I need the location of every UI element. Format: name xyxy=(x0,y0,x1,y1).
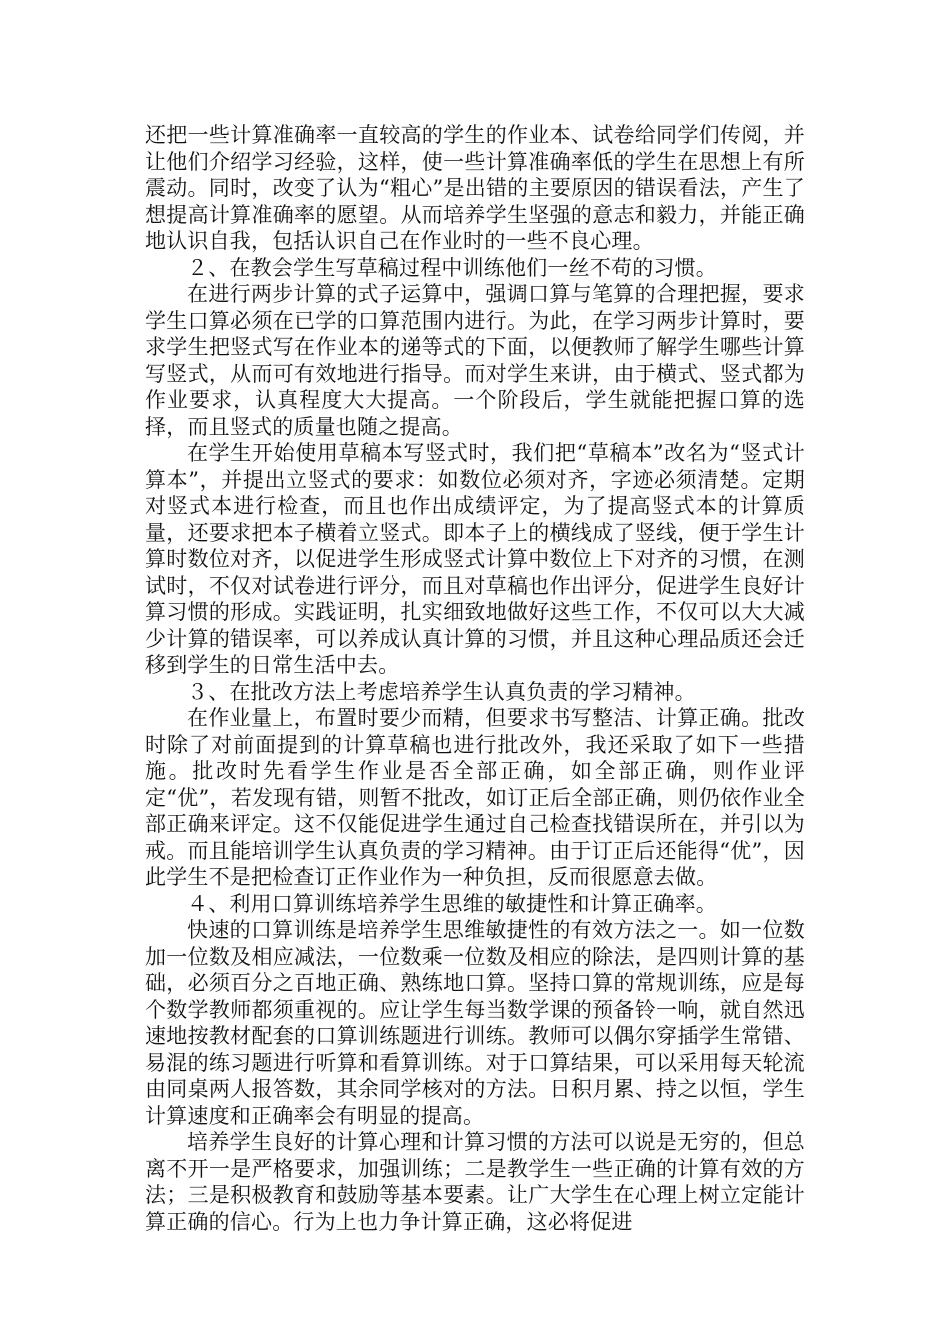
paragraph-9: 培养学生良好的计算心理和计算习惯的方法可以说是无穷的，但总离不开一是严格要求，加强训练；二是教学生一些正确的计算有效的方法；三是积极教育和鼓励等基本要素。让广大学生在心理上树立定能计算正确的信心。行为上也力争计算正确，这必将促进 xyxy=(145,1130,805,1234)
paragraph-6: 在作业量上，布置时要少而精，但要求书写整洁、计算正确。批改时除了对前面提到的计算草稿也进行批改外，我还采取了如下一些措施。批改时先看学生作业是否全部正确，如全部正确，则作业评定“优”，若发现有错，则暂不批改，如订正后全部正确，则仍依作业全部正确来评定。这不仅能促进学生通过自己检查找错误所在，并引以为戒。而且能培训学生认真负责的学习精神。由于订正后还能得“优”，因此学生不是把检查订正作业作为一种负担，反而很愿意去做。 xyxy=(145,706,805,889)
heading-point-2: ２、在教会学生写草稿过程中训练他们一丝不苟的习惯。 xyxy=(187,255,717,280)
paragraph-4: 在学生开始使用草稿本写竖式时，我们把“草稿本”改名为“竖式计算本”，并提出立竖式的要求：如数位必须对齐，字迹必须清楚。定期对竖式本进行检查，而且也作出成绩评定，为了提高竖式本的计算质量，还要求把本子横着立竖式。即本子上的横线成了竖线，便于学生计算时数位对齐，以促进学生形成竖式计算中数位上下对齐的习惯，在测试时，不仅对试卷进行评分，而且对草稿也作出评分，促进学生良好计算习惯的形成。实践证明，扎实细致地做好这些工作，不仅可以大大减少计算的错误率，可以养成认真计算的习惯，并且这种心理品质还会迁移到学生的日常生活中去。 xyxy=(145,441,805,677)
heading-point-3: ３、在批改方法上考虑培养学生认真负责的学习精神。 xyxy=(187,679,696,704)
heading-point-4: ４、利用口算训练培养学生思维的敏捷性和计算正确率。 xyxy=(187,891,717,916)
paragraph-1: 还把一些计算准确率一直较高的学生的作业本、试卷给同学们传阅，并让他们介绍学习经验，这样，使一些计算准确率低的学生在思想上有所震动。同时，改变了认为“粗心”是出错的主要原因的错误看法，产生了想提高计算准确率的愿望。从而培养学生坚强的意志和毅力，并能正确地认识自我，包括认识自己在作业时的一些不良心理。 xyxy=(145,123,805,253)
document-page xyxy=(145,122,805,1235)
paragraph-8: 快速的口算训练是培养学生思维敏捷性的有效方法之一。如一位数加一位数及相应减法，一位数乘一位数及相应的除法，是四则计算的基础，必须百分之百地正确、熟练地口算。坚持口算的常规训练，应是每个数学教师都须重视的。应让学生每当数学课的预备铃一响，就自然迅速地按教材配套的口算训练题进行训练。教师可以偶尔穿插学生常错、易混的练习题进行听算和看算训练。对于口算结果，可以采用每天轮流由同桌两人报答数，其余同学核对的方法。日积月累、持之以恒，学生计算速度和正确率会有明显的提高。 xyxy=(145,918,805,1128)
paragraph-3: 在进行两步计算的式子运算中，强调口算与笔算的合理把握，要求学生口算必须在已学的口算范围内进行。为此，在学习两步计算时，要求学生把竖式写在作业本的递等式的下面，以便教师了解学生哪些计算写竖式，从而可有效地进行指导。而对学生来讲，由于横式、竖式都为作业要求，认真程度大大提高。一个阶段后，学生就能把握口算的选择，而且竖式的质量也随之提高。 xyxy=(145,282,805,439)
